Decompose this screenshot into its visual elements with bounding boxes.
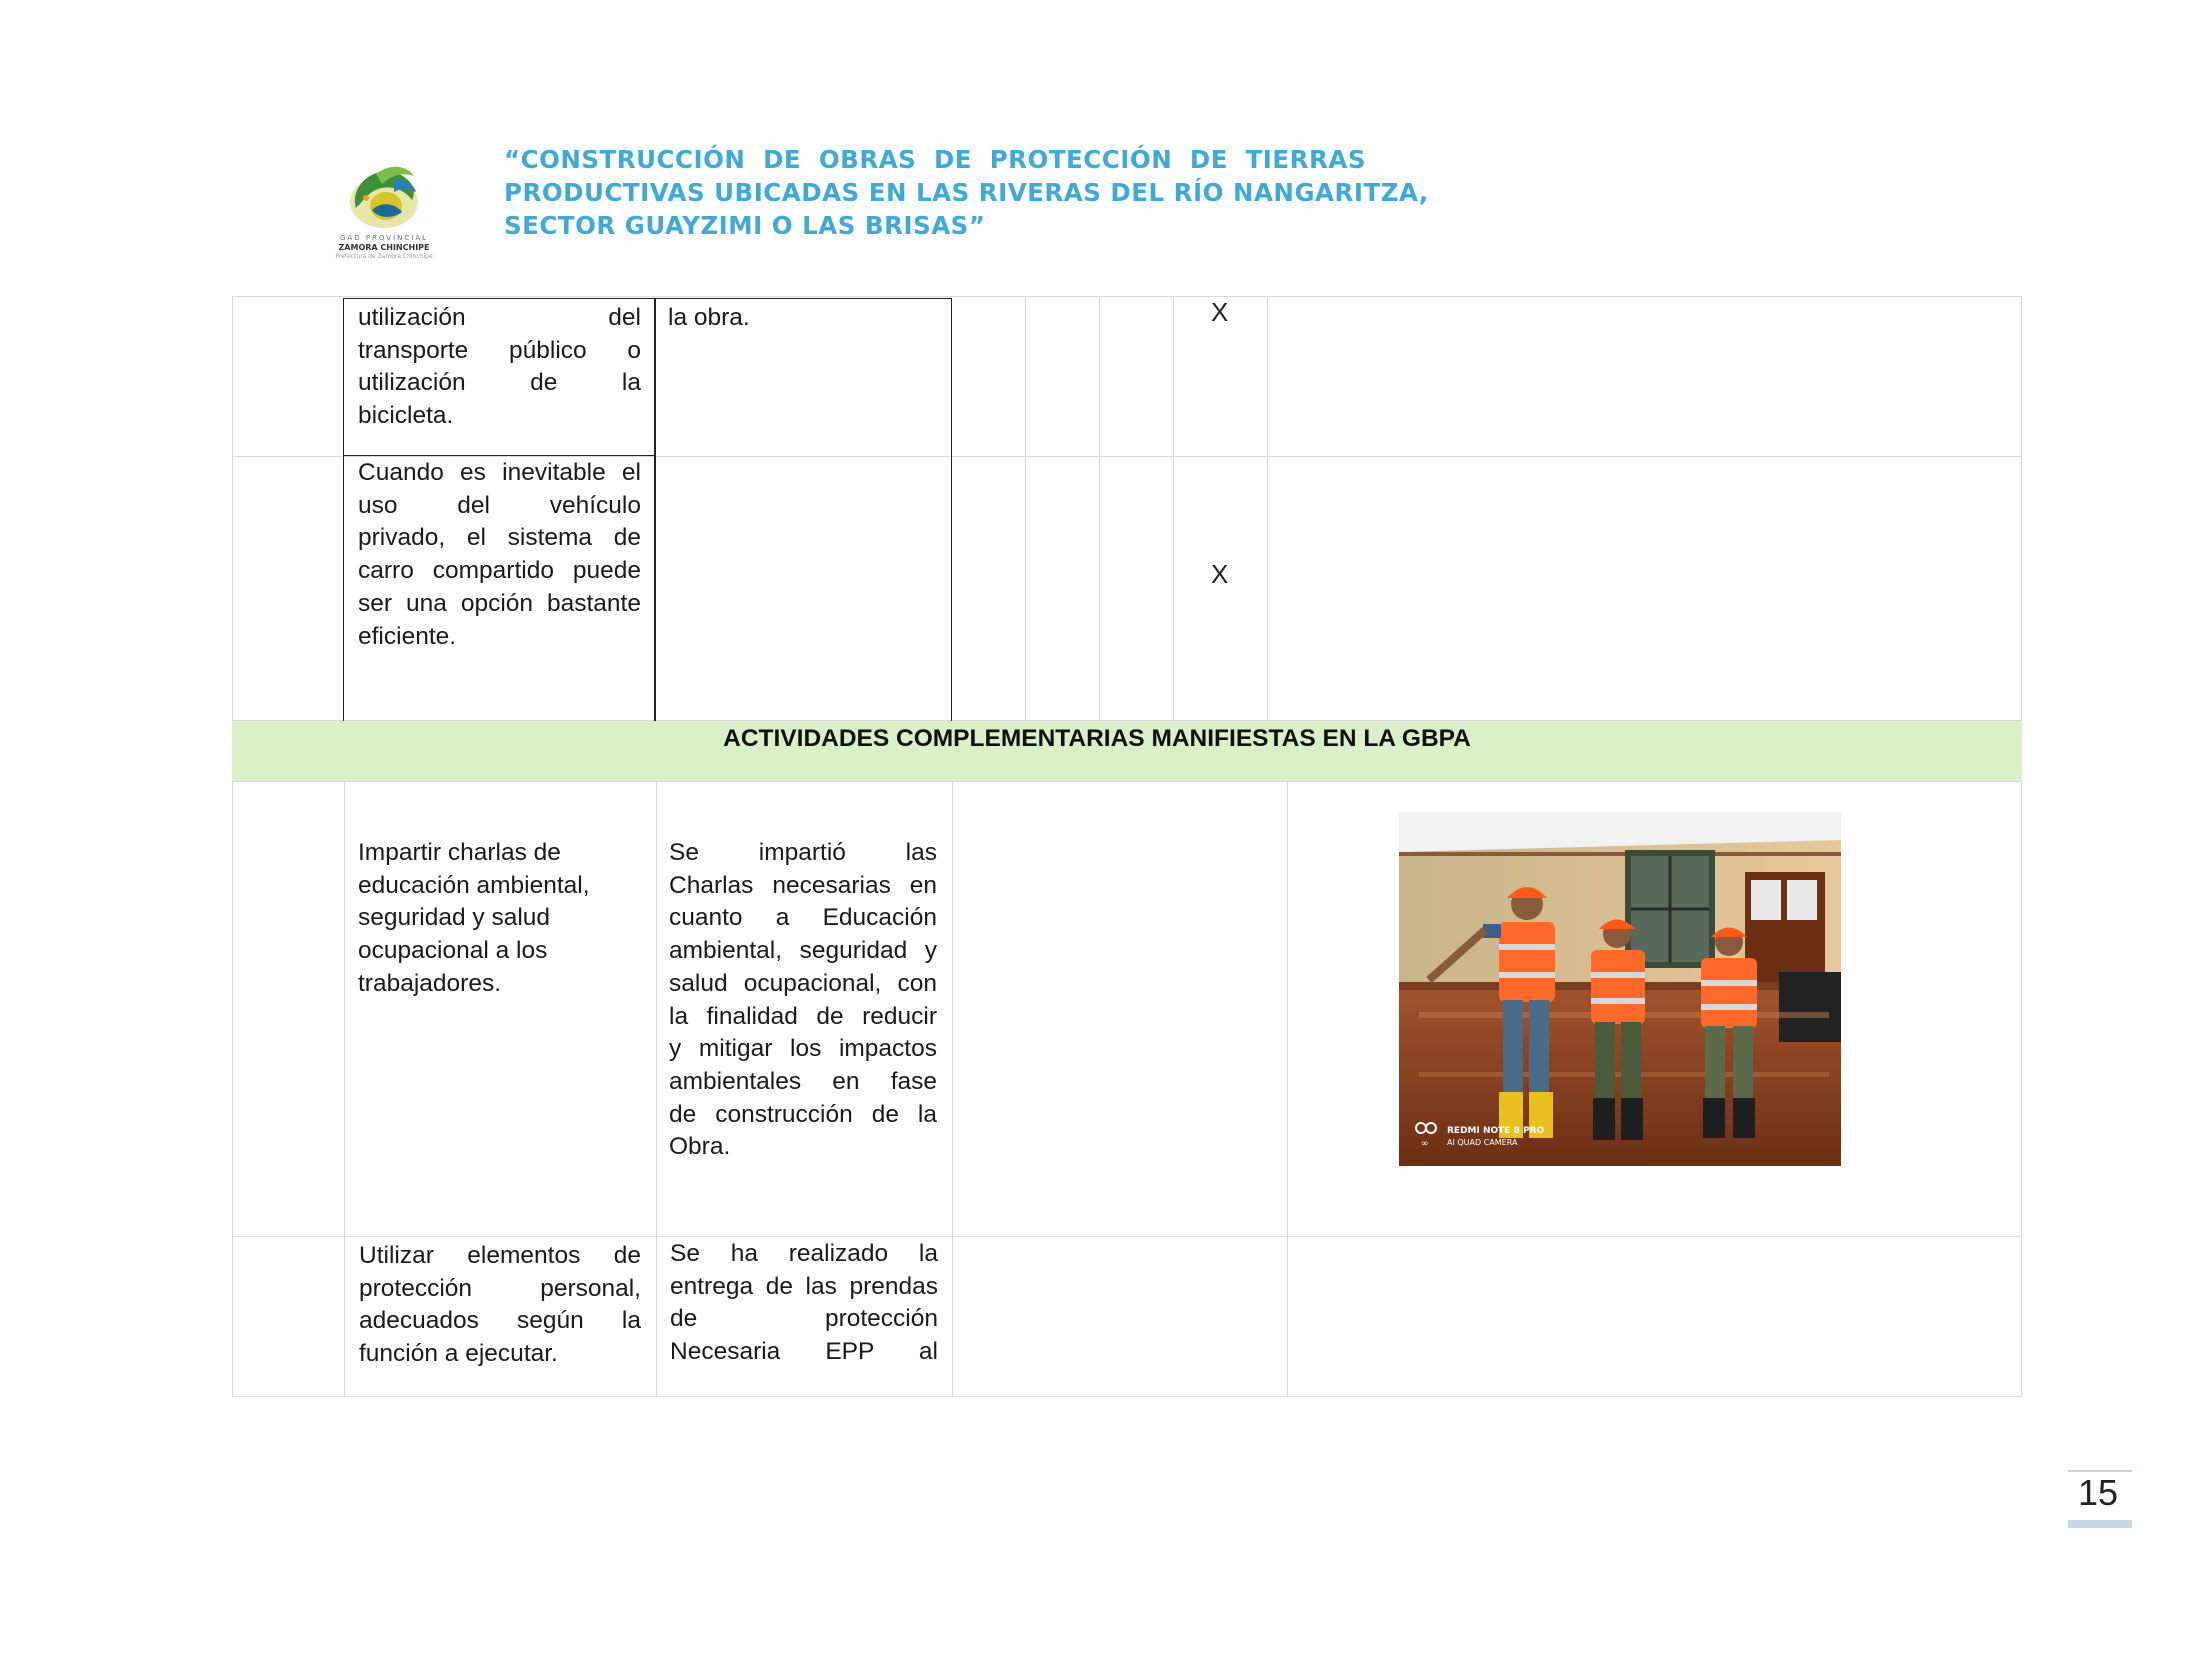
title-line: “CONSTRUCCIÓN DE OBRAS DE PROTECCIÓN DE TIERRAS	[504, 145, 1366, 174]
logo-line-2: ZAMORA CHINCHIPE	[338, 243, 430, 252]
measure-text: Cuando es inevitable el uso del vehículo privado, el sistema de carro compartido puede ser una opción bastante eficiente.	[358, 459, 641, 650]
logo-line-3: Prefectura de Zamora Chinchipe	[335, 253, 433, 260]
check-mark: X	[1211, 297, 1229, 327]
photo-workers-in-safety-vests-icon	[1399, 812, 1841, 1166]
title-line: PRODUCTIVAS UBICADAS EN LAS RIVERAS DEL RÍO NANGARITZA,	[504, 178, 1429, 207]
photo-watermark-1: REDMI NOTE 8 PRO	[1447, 1126, 1545, 1136]
page-number-underline	[2068, 1520, 2132, 1528]
result-text: la obra.	[668, 304, 750, 331]
result-text: Se impartió las Charlas necesarias en cuanto a Educación ambiental, seguridad y salud ocupacional, con la finalidad de reducir y mitigar los impactos ambientales en fase de construcción de la Obra.	[669, 839, 937, 1161]
provincial-logo	[322, 158, 446, 262]
evidence-photo	[1399, 812, 1841, 1166]
provincial-government-leaf-logo-icon	[336, 158, 432, 236]
photo-watermark-2: AI QUAD CAMERA	[1447, 1138, 1518, 1147]
document-title	[504, 143, 1429, 242]
logo-line-1: GAD PROVINCIAL	[339, 234, 429, 242]
measure-text: Impartir charlas de educación ambiental, seguridad y salud ocupacional a los trabajadores.	[358, 839, 590, 997]
page-number: 15	[2077, 1472, 2119, 1513]
measure-text: Utilizar elementos de protección personal, adecuados según la función a ejecutar.	[359, 1242, 641, 1368]
svg-text:∞: ∞	[1421, 1139, 1429, 1149]
measure-text: utilización del transporte público o utilización de la bicicleta.	[358, 304, 641, 430]
check-mark: X	[1211, 559, 1229, 589]
section-header: ACTIVIDADES COMPLEMENTARIAS MANIFIESTAS EN LA GBPA	[723, 725, 1471, 752]
result-cell-merged	[654, 298, 952, 729]
result-text: Se ha realizado la entrega de las prendas de protección Necesaria EPP al	[670, 1240, 938, 1366]
title-line: SECTOR GUAYZIMI O LAS BRISAS”	[504, 211, 986, 240]
